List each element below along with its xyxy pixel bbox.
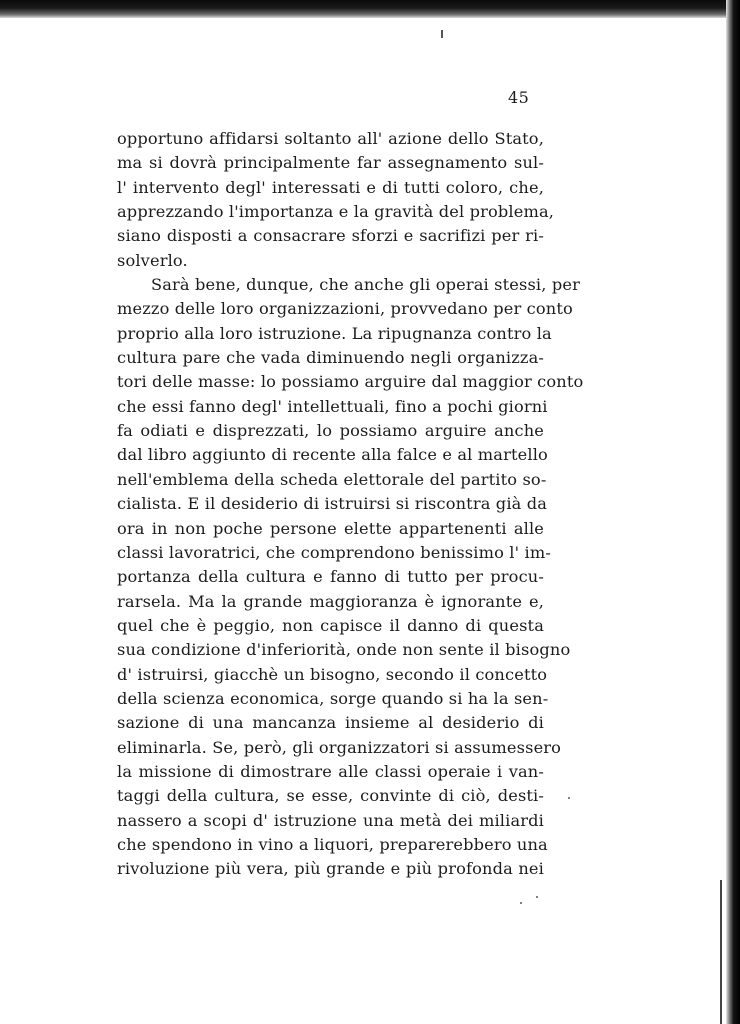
text-line: tori delle masse: lo possiamo arguire dal maggior conto <box>117 372 584 392</box>
text-line: classi lavoratrici, che comprendono benissimo l' im- <box>117 542 551 562</box>
scan-speck <box>520 902 522 904</box>
scan-edge-line <box>720 880 722 1024</box>
text-line: che spendono in vino a liquori, preparerebbero una <box>117 834 548 854</box>
text-line: ma si dovrà principalmente far assegnamento sul- <box>117 153 544 173</box>
text-line: la missione di dimostrare alle classi operaie i van- <box>117 761 544 781</box>
text-line: cultura pare che vada diminuendo negli organizza- <box>117 348 544 368</box>
text-line: sua condizione d'inferiorità, onde non sente il bisogno <box>117 640 571 660</box>
text-line: opportuno affidarsi soltanto all' azione dello Stato, <box>117 129 544 148</box>
scan-edge-top <box>0 0 740 18</box>
text-line: d' istruirsi, giacchè un bisogno, secondo il concetto <box>117 664 548 684</box>
page-number: 45 <box>508 88 530 107</box>
text-line: che essi fanno degl' intellettuali, fino a pochi giorni <box>117 396 548 416</box>
text-line: cialista. E il desiderio di istruirsi si riscontra già da <box>117 494 548 514</box>
text-line: solverlo. <box>117 250 188 270</box>
text-line: nell'emblema della scheda elettorale del partito so- <box>117 469 547 489</box>
text-line: apprezzando l'importanza e la gravità del problema, <box>117 202 555 222</box>
scan-edge-right <box>726 0 740 1024</box>
text-line: rivoluzione più vera, più grande e più profonda nei <box>117 859 544 879</box>
text-line: proprio alla loro istruzione. La ripugnanza contro la <box>117 323 552 343</box>
text-line: sazione di una mancanza insieme al desiderio di <box>117 713 544 733</box>
text-line: siano disposti a consacrare sforzi e sacrifizi per ri- <box>117 226 544 246</box>
text-line: quel che è peggio, non capisce il danno di questa <box>117 615 544 635</box>
text-line: della scienza economica, sorge quando si ha la sen- <box>117 688 549 708</box>
text-line: dal libro aggiunto di recente alla falce e al martello <box>117 445 548 465</box>
scan-speck <box>536 896 538 898</box>
text-line: taggi della cultura, se esse, convinte di ciò, desti- <box>117 786 544 806</box>
text-line: Sarà bene, dunque, che anche gli operai stessi, per <box>151 275 580 295</box>
text-line: fa odiati e disprezzati, lo possiamo arguire anche <box>117 421 544 441</box>
scan-speck <box>441 30 443 38</box>
text-line: eliminarla. Se, però, gli organizzatori si assumessero <box>117 737 562 757</box>
text-line: rarsela. Ma la grande maggioranza è ignorante e, <box>117 591 544 611</box>
text-line: mezzo delle loro organizzazioni, provvedano per conto <box>117 299 573 319</box>
text-line: portanza della cultura e fanno di tutto per procu- <box>117 567 544 587</box>
scan-speck <box>568 797 570 799</box>
text-line: l' intervento degl' interessati e di tutti coloro, che, <box>117 177 544 197</box>
text-line: ora in non poche persone elette appartenenti alle <box>117 518 544 538</box>
text-line: nassero a scopi d' istruzione una metà dei miliardi <box>117 810 544 830</box>
body-text <box>117 127 584 882</box>
